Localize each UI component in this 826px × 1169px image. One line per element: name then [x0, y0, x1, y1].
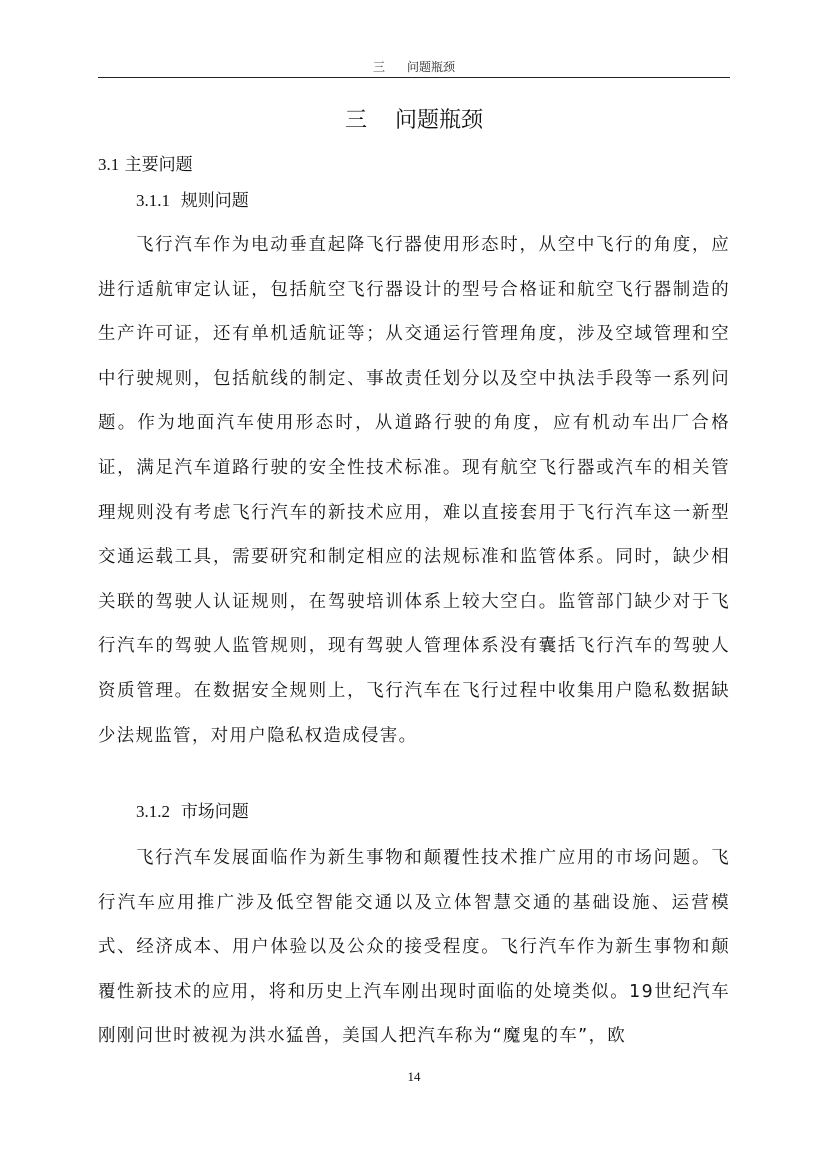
subsection-title: 规则问题 [180, 191, 249, 211]
section-title: 主要问题 [124, 155, 193, 175]
body-paragraph-rules: 飞行汽车作为电动垂直起降飞行器使用形态时，从空中飞行的角度，应进行适航审定认证，包括航空飞行器设计的型号合格证和航空飞行器制造的生产许可证，还有单机适航证等；从交通运行管理角度，涉及空域管理和空中行驶规则，包括航线的制定、事故责任划分以及空中执法手段等一系列问题。作为地面汽车使用形态时，从道路行驶的角度，应有机动车出厂合格证，满足汽车道路行驶的安全性技术标准。现有航空飞行器或汽车的相关管理规则没有考虑飞行汽车的新技术应用，难以直接套用于飞行汽车这一新型交通运载工具，需要研究和制定相应的法规标准和监管体系。同时，缺少相关联的驾驶人认证规则，在驾驶培训体系上较大空白。监管部门缺少对于飞行汽车的驾驶人监管规则，现有驾驶人管理体系没有囊括飞行汽车的驾驶人资质管理。在数据安全规则上，飞行汽车在飞行过程中收集用户隐私数据缺少法规监管，对用户隐私权造成侵害。 [98, 235, 730, 746]
subsection-heading-market [136, 797, 249, 827]
subsection-title: 市场问题 [180, 802, 249, 822]
section-number: 3.1 [98, 155, 120, 174]
running-header [98, 58, 730, 76]
chapter-title [98, 104, 730, 138]
subsection-number: 3.1.2 [136, 802, 170, 821]
page-number: 14 [407, 1069, 421, 1084]
body-paragraph-market: 飞行汽车发展面临作为新生事物和颠覆性技术推广应用的市场问题。飞行汽车应用推广涉及低空智能交通以及立体智慧交通的基础设施、运营模式、经济成本、用户体验以及公众的接受程度。飞行汽车作为新生事物和颠覆性新技术的应用，将和历史上汽车刚出现时面临的处境类似。19世纪汽车刚刚问世时被视为洪水猛兽，美国人把汽车称为“魔鬼的车”，欧 [98, 848, 730, 1047]
chapter-name: 问题瓶颈 [395, 108, 484, 133]
header-rule [98, 77, 730, 78]
section-heading [98, 150, 193, 180]
subsection-number: 3.1.1 [136, 191, 170, 210]
chapter-number: 三 [344, 108, 367, 133]
running-header-chapter-name: 问题瓶颈 [407, 60, 456, 74]
running-header-chapter-number: 三 [372, 60, 385, 74]
subsection-heading-rules [136, 186, 249, 216]
